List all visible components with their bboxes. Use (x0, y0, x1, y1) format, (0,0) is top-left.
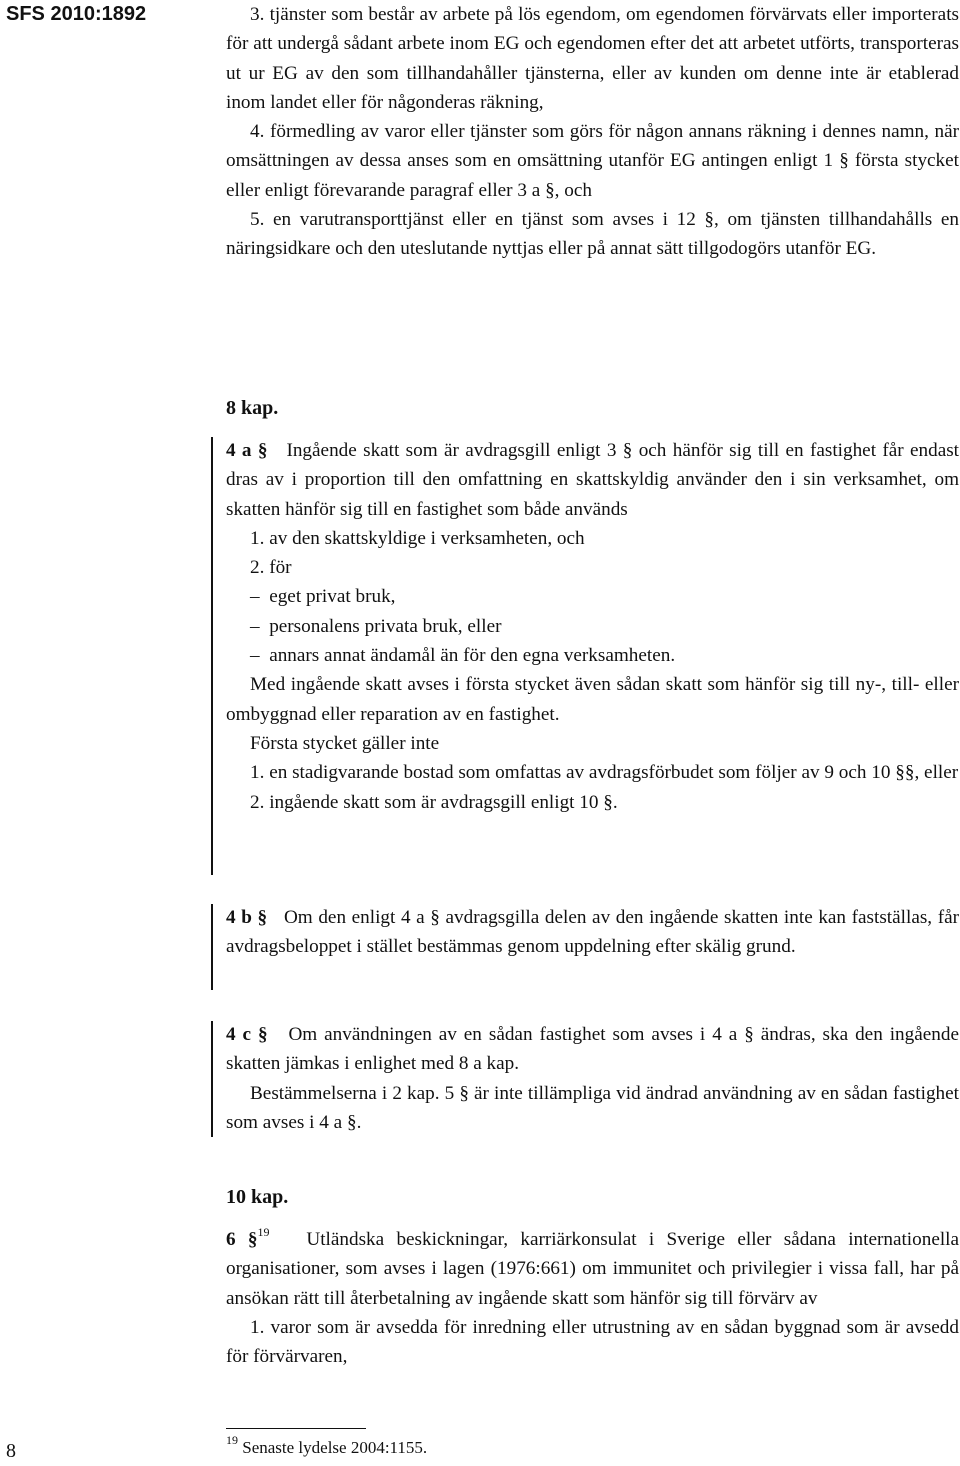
list-item: 2. ingående skatt som är avdragsgill enligt 10 §. (250, 791, 618, 813)
section-text: Om användningen av en sådan fastighet som avses i 4 a § ändras, ska den ingående skatten jämkas i enlighet med 8 a kap. (226, 1024, 959, 1075)
list-item-4: 4. förmedling av varor eller tjänster som görs för någon annans räkning i dennes namn, när omsättningen av dessa anses som en omsättning utanför EG antingen enligt 1 § första stycket eller enligt förevarande paragraf eller 3 a §, och (226, 121, 959, 201)
dash-item: – annars annat ändamål än för den egna verksamheten. (226, 641, 959, 670)
chapter-8-heading: 8 kap. (226, 397, 279, 419)
top-list (226, 0, 959, 264)
section-4a (226, 436, 959, 817)
list-item: 2. för (250, 557, 292, 579)
change-bar (211, 437, 213, 875)
section-label: 4 c § (226, 1024, 268, 1045)
list-item: 1. varor som är avsedda för inredning eller utrustning av en sådan byggnad som är avsedd för förvärvaren, (226, 1316, 959, 1368)
section-label: 4 a § (226, 440, 268, 461)
section-text: Ingående skatt som är avdragsgill enligt 3 § och hänför sig till en fastighet får endast dras av i proportion till den omfattning en skattskyldig använder den i sin verksamhet, om skatten hänför sig till en fastighet som både används (226, 440, 960, 520)
footnote-ref: 19 (257, 1224, 270, 1239)
sfs-number: SFS 2010:1892 (6, 3, 147, 25)
dash-item: – eget privat bruk, (226, 582, 959, 611)
list-item: 1. av den skattskyldige i verksamheten, och (250, 527, 585, 549)
section-label: 4 b § (226, 907, 268, 928)
paragraph: Första stycket gäller inte (250, 732, 440, 754)
section-label: 6 § (226, 1229, 258, 1250)
change-bar (211, 1021, 213, 1137)
chapter-10-heading: 10 kap. (226, 1186, 289, 1208)
list-item-5: 5. en varutransporttjänst eller en tjänst som avses i 12 §, om tjänsten tillhandahålls en näringsidkare och den uteslutande nyttjas eller på annat sätt tillgodogörs utanför EG. (226, 209, 959, 260)
list-item-3: 3. tjänster som består av arbete på lös egendom, om egendomen förvärvats eller importerats för att undergå sådant arbete inom EG och egendomen efter det att arbetet utförts, transporteras ut ur EG av den som tillhandahåller tjänsterna, eller av kunden om denne inte är etablerad inom landet eller för någonderas räkning, (226, 4, 959, 113)
dash-item: – personalens privata bruk, eller (226, 612, 959, 641)
page-number: 8 (6, 1440, 16, 1462)
footnote-separator (226, 1428, 366, 1429)
section-text: Om den enligt 4 a § avdragsgilla delen av den ingående skatten inte kan fastställas, får avdragsbeloppet i stället bestämmas genom uppdelning efter skälig grund. (226, 907, 960, 958)
section-4c (226, 1020, 959, 1137)
list-item: 1. en stadigvarande bostad som omfattas av avdragsförbudet som följer av 9 och 10 §§, eller (250, 762, 959, 784)
paragraph: Bestämmelserna i 2 kap. 5 § är inte tillämpliga vid ändrad användning av en sådan fastighet som avses i 4 a §. (226, 1082, 959, 1133)
section-6 (226, 1225, 959, 1371)
change-bar (211, 904, 213, 990)
section-text: Utländska beskickningar, karriärkonsulat i Sverige eller sådana internationella organisationer, som avses i lagen (1976:661) om immunitet och privilegier i vissa fall, har på ansökan rätt till återbetalning av ingående skatt som hänför sig till förvärv av (226, 1229, 960, 1309)
footnote-number: 19 (226, 1433, 238, 1448)
section-4b (226, 903, 959, 962)
footnote (226, 1433, 428, 1460)
footnote-text: Senaste lydelse 2004:1155. (242, 1438, 428, 1457)
paragraph: Med ingående skatt avses i första stycket även sådan skatt som hänför sig till ny-, till- eller ombyggnad eller reparation av en fastighet. (226, 674, 959, 725)
